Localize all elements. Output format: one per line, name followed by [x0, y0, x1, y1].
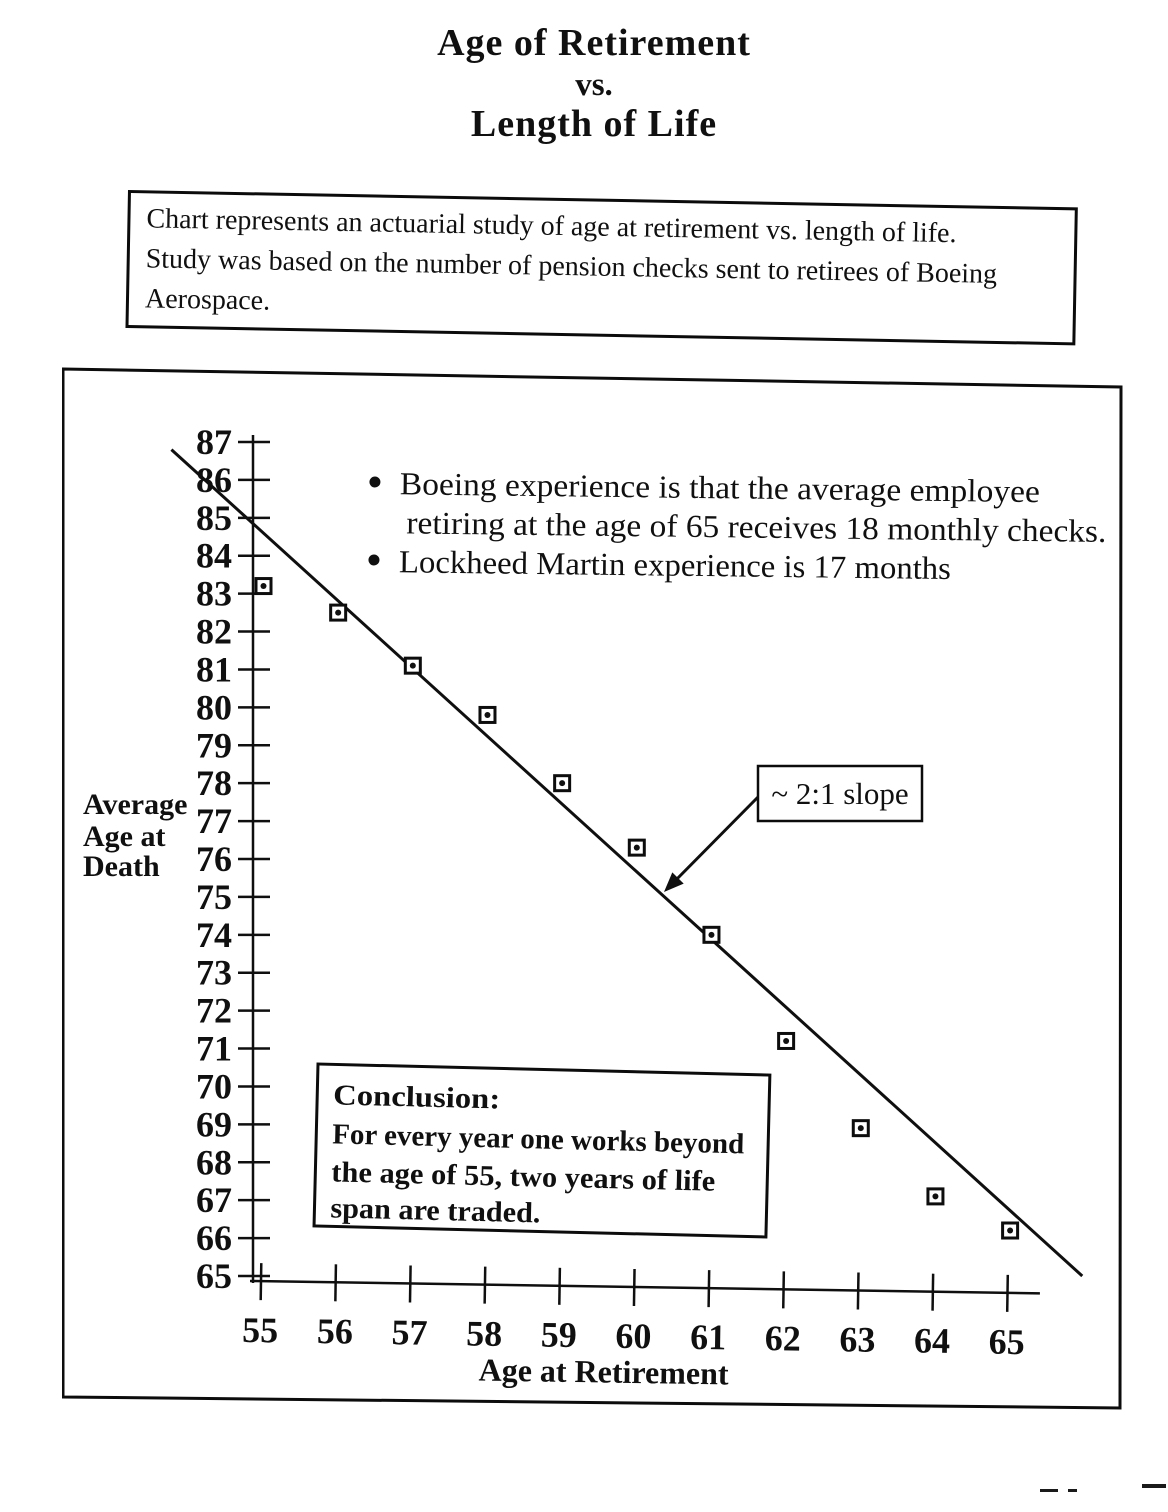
bullet-icon: [368, 554, 379, 565]
x-tick: [933, 1274, 934, 1311]
conclusion-line: the age of 55, two years of life: [330, 1156, 698, 1198]
y-tick-label: 68: [196, 1142, 232, 1183]
y-tick-label: 86: [196, 459, 232, 500]
x-tick-label: 62: [764, 1318, 802, 1359]
x-tick: [410, 1265, 411, 1302]
annotation-arrow-shaft: [670, 795, 760, 886]
x-tick: [858, 1273, 859, 1310]
title-line-1: Age of Retirement: [437, 22, 751, 64]
y-tick-label: 77: [196, 801, 232, 842]
data-point-dot: [559, 780, 565, 786]
y-tick-label: 74: [196, 914, 232, 955]
document-title: [10, 24, 1168, 144]
y-tick-label: 70: [196, 1066, 232, 1107]
x-tick-label: 64: [913, 1320, 951, 1361]
y-tick-label: 85: [196, 497, 232, 538]
title-line-2: vs.: [575, 66, 613, 103]
y-tick-label: 72: [196, 990, 232, 1031]
title-line-3: Length of Life: [470, 102, 718, 145]
x-tick-label: 61: [689, 1316, 727, 1358]
data-point-dot: [634, 845, 640, 851]
x-axis-line: [250, 1281, 1040, 1293]
chart-notes: [368, 465, 1107, 588]
y-tick-label: 76: [196, 838, 232, 879]
scan-artifact-dash: [1142, 1484, 1166, 1488]
x-tick: [634, 1269, 635, 1306]
y-tick-label: 75: [196, 876, 232, 917]
x-tick: [709, 1270, 710, 1307]
intro-line: Aerospace.: [144, 283, 271, 317]
x-tick-label: 63: [839, 1319, 876, 1360]
note-boeing-line2: retiring at the age of 65 receives 18 monthly checks.: [406, 504, 1077, 549]
x-axis: [241, 1263, 1040, 1397]
conclusion-line: For every year one works beyond: [331, 1118, 745, 1161]
data-point-dot: [410, 663, 416, 669]
conclusion-heading: Conclusion:: [332, 1079, 482, 1115]
x-tick-label: 58: [465, 1313, 503, 1354]
x-tick: [559, 1268, 560, 1305]
data-point-dot: [783, 1038, 789, 1044]
conclusion-box: [314, 1064, 770, 1237]
study-description-box: [125, 190, 1077, 345]
note-lockheed-line: Lockheed Martin experience is 17 months: [398, 543, 939, 586]
y-tick-label: 83: [196, 573, 232, 614]
data-point-dot: [858, 1125, 864, 1131]
x-axis-title: Age at Retirement: [478, 1351, 729, 1392]
x-tick-label: 56: [316, 1311, 354, 1352]
x-tick: [1007, 1275, 1008, 1312]
y-tick-label: 79: [196, 725, 232, 766]
x-tick: [783, 1271, 784, 1308]
y-tick-label: 82: [196, 611, 232, 652]
data-point-dot: [484, 712, 490, 718]
y-tick-label: 87: [196, 422, 232, 462]
y-tick-label: 81: [196, 649, 232, 690]
y-axis-title-line: Average: [83, 788, 188, 821]
slope-annotation: [664, 766, 922, 892]
y-axis-title-line: Age at: [83, 820, 166, 853]
y-axis-title: [83, 788, 187, 883]
y-tick-label: 73: [196, 952, 232, 993]
x-tick: [335, 1264, 336, 1301]
intro-line: Chart represents an actuarial study of age at retirement vs. length of life.: [146, 203, 957, 250]
y-tick-label: 67: [196, 1180, 232, 1221]
y-tick-label: 71: [196, 1028, 232, 1069]
x-tick-label: 57: [391, 1312, 428, 1353]
y-tick-label: 69: [196, 1104, 232, 1145]
scan-artifact-dash: [1040, 1489, 1058, 1492]
y-tick-label: 65: [196, 1255, 232, 1296]
intro-line: Study was based on the number of pension checks sent to retirees of Boeing: [145, 243, 998, 290]
scan-artifact-dash: [1068, 1489, 1077, 1492]
conclusion-line: span are traded.: [330, 1192, 533, 1230]
note-boeing-line1: Boeing experience is that the average employee: [399, 465, 1012, 509]
data-point-dot: [261, 583, 267, 589]
x-tick-label: 65: [988, 1321, 1026, 1363]
data-point-dot: [1007, 1228, 1013, 1234]
y-tick-label: 84: [196, 535, 232, 576]
y-tick-label: 66: [196, 1218, 232, 1259]
retirement-vs-life-chart: [62, 358, 1124, 1412]
bullet-icon: [369, 476, 380, 487]
x-tick-label: 60: [615, 1315, 652, 1357]
slope-label: ~ 2:1 slope: [771, 776, 909, 811]
y-axis-ticks: [196, 422, 270, 1296]
x-tick: [261, 1263, 262, 1300]
x-tick: [485, 1267, 486, 1304]
y-axis-title-line: Death: [83, 850, 160, 883]
x-tick-label: 59: [540, 1314, 578, 1356]
data-point-dot: [932, 1193, 938, 1199]
data-point-dot: [708, 932, 714, 938]
y-tick-label: 78: [196, 763, 232, 804]
y-tick-label: 80: [196, 687, 232, 728]
x-tick-label: 55: [241, 1309, 279, 1351]
data-point-dot: [335, 610, 341, 616]
